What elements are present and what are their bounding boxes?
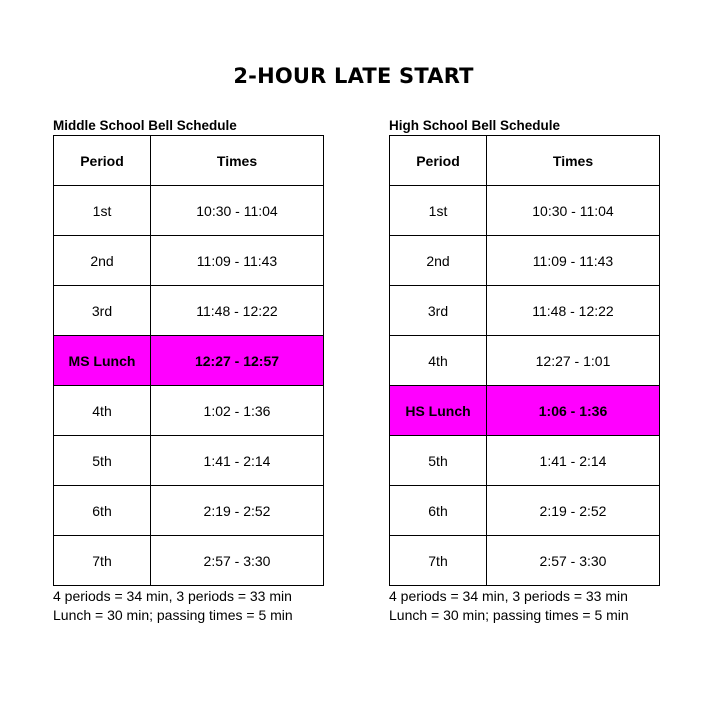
middle-school-caption: Middle School Bell Schedule [53,118,237,133]
times-cell: 12:27 - 12:57 [151,336,324,386]
note-line: Lunch = 30 min; passing times = 5 min [53,607,293,623]
table-row [390,486,660,536]
times-cell: 12:27 - 1:01 [487,336,660,386]
table-row [54,186,324,236]
table-row [54,486,324,536]
times-cell: 10:30 - 11:04 [151,186,324,236]
period-cell: 7th [390,536,487,586]
middle-school-table [53,135,324,586]
table-row [390,436,660,486]
times-cell: 11:48 - 12:22 [487,286,660,336]
header-row [390,136,660,186]
table-row [390,536,660,586]
period-cell: 5th [390,436,487,486]
page-title: 2-HOUR LATE START [233,64,474,88]
table-row [390,336,660,386]
period-cell: 2nd [54,236,151,286]
table-row [54,386,324,436]
period-cell: 1st [390,186,487,236]
note-line: Lunch = 30 min; passing times = 5 min [389,607,629,623]
period-cell: 7th [54,536,151,586]
times-cell: 11:48 - 12:22 [151,286,324,336]
high-school-schedule [389,117,661,625]
table-row [390,386,660,436]
period-cell: 4th [390,336,487,386]
times-cell: 1:02 - 1:36 [151,386,324,436]
high-school-rows [390,186,660,586]
times-cell: 2:57 - 3:30 [487,536,660,586]
times-cell: 11:09 - 11:43 [487,236,660,286]
times-cell: 1:06 - 1:36 [487,386,660,436]
times-cell: 10:30 - 11:04 [487,186,660,236]
times-cell: 1:41 - 2:14 [487,436,660,486]
middle-school-schedule [53,117,325,625]
middle-school-notes [53,587,325,625]
high-school-caption: High School Bell Schedule [389,118,561,133]
period-cell: 4th [54,386,151,436]
period-cell: MS Lunch [54,336,151,386]
table-row [390,286,660,336]
table-row [54,236,324,286]
period-cell: 1st [54,186,151,236]
times-cell: 11:09 - 11:43 [151,236,324,286]
times-cell: 1:41 - 2:14 [151,436,324,486]
table-row [54,536,324,586]
period-header: Period [390,136,487,186]
times-header: Times [487,136,660,186]
high-school-table [389,135,660,586]
period-cell: 6th [54,486,151,536]
times-header: Times [151,136,324,186]
period-cell: 6th [390,486,487,536]
times-cell: 2:57 - 3:30 [151,536,324,586]
table-row [54,286,324,336]
table-row [54,336,324,386]
period-header: Period [54,136,151,186]
note-line: 4 periods = 34 min, 3 periods = 33 min [53,588,292,604]
times-cell: 2:19 - 2:52 [151,486,324,536]
period-cell: 3rd [54,286,151,336]
table-row [390,236,660,286]
period-cell: 2nd [390,236,487,286]
middle-school-rows [54,186,324,586]
header-row [54,136,324,186]
table-row [54,436,324,486]
table-row [390,186,660,236]
high-school-notes [389,587,661,625]
times-cell: 2:19 - 2:52 [487,486,660,536]
period-cell: HS Lunch [390,386,487,436]
note-line: 4 periods = 34 min, 3 periods = 33 min [389,588,628,604]
period-cell: 5th [54,436,151,486]
period-cell: 3rd [390,286,487,336]
